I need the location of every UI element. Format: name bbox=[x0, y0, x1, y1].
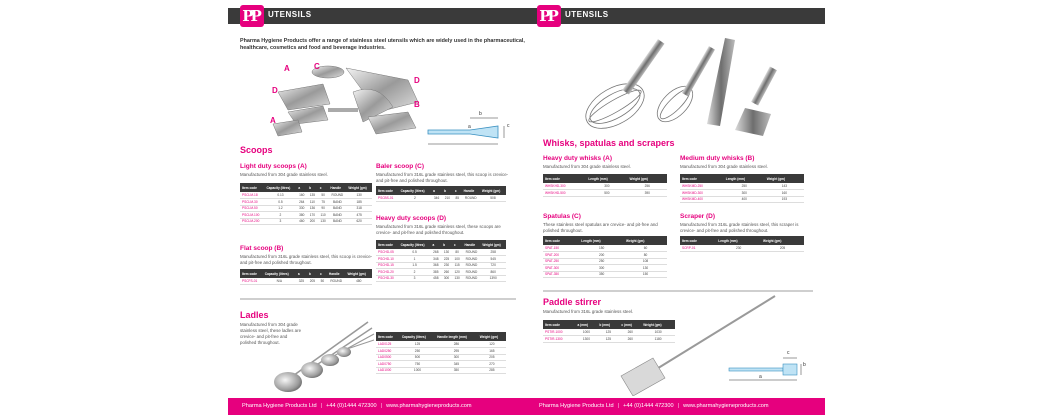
item-code-cell: WHSKMD-250 bbox=[680, 183, 724, 190]
spatulas-title: Spatulas (C) bbox=[543, 213, 581, 220]
column-header: Handle bbox=[462, 240, 480, 249]
table-cell: 350 bbox=[579, 271, 624, 278]
table-cell: 125 bbox=[597, 336, 619, 343]
ladles-table bbox=[376, 332, 506, 374]
heavy-duty-whisks-desc: Manufactured from 304 grade stainless steel. bbox=[543, 164, 631, 169]
table-cell: 1300 bbox=[576, 336, 598, 343]
table-cell: 330 bbox=[296, 205, 307, 212]
column-header: Weight (gm) bbox=[346, 183, 372, 192]
table-cell: ROUND bbox=[462, 256, 480, 263]
table-cell: 300 bbox=[579, 265, 624, 272]
table-cell: 230 bbox=[441, 262, 452, 269]
column-header: c bbox=[318, 183, 329, 192]
heavy-duty-scoops-table bbox=[376, 240, 506, 282]
heavy-duty-scoops-desc: Manufactured from 316L grade stainless steel, these scoops are crevice- and pit-free and polished throughout. bbox=[376, 224, 501, 235]
whisks-spatulas-photo bbox=[575, 26, 805, 136]
flat-scoop-desc: Manufactured from 316L grade stainless steel, this scoop is crevice- and pit-free and polished throughout. bbox=[240, 254, 373, 265]
column-header: Item code bbox=[543, 320, 576, 329]
table-cell: 193 bbox=[765, 196, 804, 203]
paddle-diagram-label-c: c bbox=[787, 350, 790, 356]
left-page bbox=[228, 0, 528, 415]
table-cell: 545 bbox=[480, 256, 506, 263]
table-cell: 475 bbox=[346, 212, 372, 219]
table-row bbox=[240, 278, 372, 285]
column-header: Weight (gm) bbox=[478, 332, 506, 341]
column-header: Length (mm) bbox=[716, 236, 761, 245]
brand-logo: PP bbox=[240, 5, 264, 27]
table-cell: 260 bbox=[441, 269, 452, 276]
table-cell: 1.2 bbox=[264, 205, 296, 212]
table-cell: 3 bbox=[264, 218, 296, 225]
table-cell: 250 bbox=[724, 183, 765, 190]
table-cell: 130 bbox=[624, 265, 667, 272]
table-cell: 350 bbox=[435, 367, 478, 374]
table-cell: 458 bbox=[431, 275, 442, 282]
table-cell: 460 bbox=[296, 218, 307, 225]
heavy-duty-scoops-title: Heavy duty scoops (D) bbox=[376, 215, 447, 222]
column-header: Item code bbox=[680, 236, 716, 245]
item-code-cell: SPAT-150 bbox=[543, 245, 579, 252]
table-cell: 130 bbox=[346, 192, 372, 199]
table-cell: 165 bbox=[478, 348, 506, 355]
table-cell: 348 bbox=[431, 256, 442, 263]
column-header: Item code bbox=[543, 236, 579, 245]
table-cell: 300 bbox=[441, 275, 452, 282]
column-header: Capacity (litres) bbox=[263, 269, 296, 278]
footer-web[interactable]: www.pharmahygieneproducts.com bbox=[386, 403, 472, 409]
table-cell: 130 bbox=[452, 275, 463, 282]
item-code-cell: PSCHD-10 bbox=[376, 256, 399, 263]
item-code-cell: LAD1000 bbox=[376, 367, 400, 374]
table-cell: 143 bbox=[765, 183, 804, 190]
column-header: a bbox=[431, 240, 442, 249]
table-cell: 285 bbox=[478, 367, 506, 374]
item-code-cell: WHSKMD-300 bbox=[680, 190, 724, 197]
table-cell: 260 bbox=[619, 336, 641, 343]
spatulas-table bbox=[543, 236, 667, 278]
column-header: b bbox=[307, 183, 318, 192]
table-cell: 50 bbox=[318, 278, 327, 285]
table-cell: 2 bbox=[264, 212, 296, 219]
table-cell: 250 bbox=[579, 258, 624, 265]
table-cell: 1030 bbox=[641, 329, 675, 336]
diagram-label-a: a bbox=[468, 124, 471, 130]
table-cell: 264 bbox=[296, 199, 307, 206]
item-code-cell: PSCHD-15 bbox=[376, 262, 399, 269]
medium-duty-whisks-title: Medium duty whisks (B) bbox=[680, 155, 755, 162]
right-page bbox=[525, 0, 825, 415]
table-cell: 210 bbox=[442, 195, 453, 202]
item-code-cell: LAD0750 bbox=[376, 361, 400, 368]
table-cell: 110 bbox=[318, 212, 329, 219]
item-code-cell: PSCHD-30 bbox=[376, 275, 399, 282]
table-cell: 2 bbox=[399, 269, 431, 276]
column-header: Handle bbox=[328, 183, 346, 192]
table-cell: 100 bbox=[452, 256, 463, 263]
table-cell: 390 bbox=[628, 190, 668, 197]
table-cell: 300 bbox=[724, 190, 765, 197]
footer-web[interactable]: www.pharmahygieneproducts.com bbox=[683, 403, 769, 409]
column-header: Capacity (litres) bbox=[399, 240, 431, 249]
table-cell: BAND bbox=[328, 205, 346, 212]
flat-scoop-table bbox=[240, 269, 372, 285]
table-cell: 125 bbox=[597, 329, 619, 336]
table-cell: ROUND bbox=[462, 269, 480, 276]
footer-phone: +44 (0)1444 472300 bbox=[326, 403, 377, 409]
table-cell: 318 bbox=[346, 205, 372, 212]
item-code-cell: SPAT-300 bbox=[543, 265, 579, 272]
table-cell: 270 bbox=[478, 361, 506, 368]
table-cell: 115 bbox=[452, 262, 463, 269]
column-header: Capacity (litres) bbox=[264, 183, 296, 192]
item-code-cell: LAD0125 bbox=[376, 341, 400, 348]
column-header: Capacity (litres) bbox=[400, 332, 435, 341]
ladles-photo bbox=[268, 318, 378, 396]
paddle-diagram-label-b: b bbox=[803, 362, 806, 368]
table-cell: 2 bbox=[399, 195, 432, 202]
item-code-cell: PSCBS-01 bbox=[376, 195, 399, 202]
scraper-table bbox=[680, 236, 804, 252]
table-cell: 50 bbox=[318, 192, 329, 199]
table-cell: 170 bbox=[307, 212, 318, 219]
table-cell: 160 bbox=[296, 192, 307, 199]
brand-logo: PP bbox=[537, 5, 561, 27]
table-cell: 325 bbox=[296, 278, 307, 285]
column-header: Item code bbox=[376, 240, 399, 249]
table-cell: 346 bbox=[431, 195, 442, 202]
item-code-cell: WHSKHD-500 bbox=[543, 190, 586, 197]
table-cell: 150 bbox=[624, 271, 667, 278]
item-code-cell: WHSKMD-400 bbox=[680, 196, 724, 203]
column-header: Handle bbox=[462, 186, 480, 195]
item-code-cell: PSCLM-30 bbox=[240, 199, 264, 206]
table-cell: 205 bbox=[761, 245, 804, 252]
ladles-title: Ladles bbox=[240, 310, 269, 320]
item-code-cell: SCRP-01 bbox=[680, 245, 716, 252]
table-cell: 90 bbox=[318, 205, 329, 212]
table-cell: 150 bbox=[579, 245, 624, 252]
column-header: Item code bbox=[240, 269, 263, 278]
item-code-cell: LAD0250 bbox=[376, 348, 400, 355]
table-cell: 125 bbox=[400, 341, 435, 348]
table-cell: 0.5 bbox=[399, 249, 431, 256]
item-code-cell: PSTIR-1300 bbox=[543, 336, 576, 343]
page-header-title: UTENSILS bbox=[268, 10, 312, 19]
table-cell: 385 bbox=[431, 269, 442, 276]
table-cell: 345 bbox=[435, 361, 478, 368]
table-cell: 300 bbox=[586, 183, 627, 190]
item-code-cell: SPAT-200 bbox=[543, 252, 579, 259]
diagram-label-b: b bbox=[479, 111, 482, 117]
table-cell: 620 bbox=[346, 218, 372, 225]
item-code-cell: WHSKHD-300 bbox=[543, 183, 586, 190]
column-header: Weight (gm) bbox=[480, 186, 506, 195]
page-header-title: UTENSILS bbox=[565, 10, 609, 19]
column-header: Weight (gm) bbox=[761, 236, 804, 245]
table-cell: 720 bbox=[480, 262, 506, 269]
table-cell: 1180 bbox=[641, 336, 675, 343]
scoop-dimension-diagram bbox=[420, 112, 520, 152]
table-cell: 60 bbox=[624, 245, 667, 252]
heavy-duty-whisks-title: Heavy duty whisks (A) bbox=[543, 155, 612, 162]
photo-label-a: A bbox=[284, 64, 290, 73]
table-cell: 286 bbox=[435, 341, 478, 348]
diagram-label-c: c bbox=[507, 123, 510, 129]
item-code-cell: PSCHD-05 bbox=[376, 249, 399, 256]
item-code-cell: PSCLM-100 bbox=[240, 212, 264, 219]
medium-duty-whisks-desc: Manufactured from 304 grade stainless steel. bbox=[680, 164, 768, 169]
table-cell: 480 bbox=[345, 278, 372, 285]
column-header: a bbox=[296, 183, 307, 192]
column-header: c bbox=[452, 240, 463, 249]
table-cell: 80 bbox=[624, 252, 667, 259]
column-header: Weight (gm) bbox=[641, 320, 675, 329]
table-cell: ROUND bbox=[328, 192, 346, 199]
item-code-cell: PSCFS-01 bbox=[240, 278, 263, 285]
footer: Pharma Hygiene Products Ltd | +44 (0)1444 472300 | www.pharmahygieneproducts.com bbox=[525, 398, 825, 415]
table-row bbox=[680, 245, 804, 252]
column-header: Item code bbox=[376, 186, 399, 195]
table-cell: 130 bbox=[318, 218, 329, 225]
table-cell: 136 bbox=[307, 205, 318, 212]
intro-text: Pharma Hygiene Products offer a range of stainless steel utensils which are widely used in the pharmaceutical, healthcare, cosmetics and food and beverage industries. bbox=[240, 38, 525, 51]
table-cell: 300 bbox=[435, 354, 478, 361]
column-header: a bbox=[431, 186, 442, 195]
paddle-diagram-label-a: a bbox=[759, 374, 762, 380]
paddle-stirrer-desc: Manufactured from 316L grade stainless steel. bbox=[543, 309, 634, 314]
column-header: Length (mm) bbox=[586, 174, 627, 183]
column-header: Handle bbox=[327, 269, 346, 278]
table-cell: 0.5 bbox=[264, 199, 296, 206]
column-header: c bbox=[453, 186, 462, 195]
table-cell: 400 bbox=[724, 196, 765, 203]
whisks-section-title: Whisks, spatulas and scrapers bbox=[543, 138, 675, 148]
table-cell: 3 bbox=[399, 275, 431, 282]
table-cell: 268 bbox=[431, 249, 442, 256]
table-cell: 0.13 bbox=[264, 192, 296, 199]
table-cell: ROUND bbox=[327, 278, 346, 285]
column-header: Item code bbox=[376, 332, 400, 341]
column-header: Handle length (mm) bbox=[435, 332, 478, 341]
table-row bbox=[240, 218, 372, 225]
baler-scoop-desc: Manufactured from 316L grade stainless steel, this scoop is crevice- and pit-free and polished throughout. bbox=[376, 172, 509, 183]
column-header: Weight (gm) bbox=[624, 236, 667, 245]
table-cell: 250 bbox=[400, 348, 435, 355]
table-row bbox=[376, 275, 506, 282]
table-cell: 500 bbox=[400, 354, 435, 361]
column-header: Length (mm) bbox=[579, 236, 624, 245]
table-cell: 860 bbox=[480, 269, 506, 276]
table-cell: ROUND bbox=[462, 262, 480, 269]
column-header: b bbox=[441, 240, 452, 249]
light-duty-desc: Manufactured from 304 grade stainless steel. bbox=[240, 172, 328, 177]
paddle-stirrer-title: Paddle stirrer bbox=[543, 297, 602, 307]
table-row bbox=[543, 271, 667, 278]
photo-label-d2: D bbox=[414, 76, 420, 85]
table-row bbox=[680, 196, 804, 203]
photo-label-d: D bbox=[272, 86, 278, 95]
heavy-duty-whisks-table bbox=[543, 174, 667, 197]
column-header: c bbox=[318, 269, 327, 278]
item-code-cell: PSCLM-50 bbox=[240, 205, 264, 212]
footer: Pharma Hygiene Products Ltd | +44 (0)1444 472300 | www.pharmahygieneproducts.com bbox=[228, 398, 528, 415]
footer-company: Pharma Hygiene Products Ltd bbox=[242, 403, 317, 409]
medium-duty-whisks-table bbox=[680, 174, 804, 203]
table-cell: 130 bbox=[441, 249, 452, 256]
column-header: Weight (gm) bbox=[480, 240, 506, 249]
column-header: Item code bbox=[240, 183, 264, 192]
table-row bbox=[376, 195, 506, 202]
table-cell: BAND bbox=[328, 212, 346, 219]
item-code-cell: PSCLM-18 bbox=[240, 192, 264, 199]
table-cell: 260 bbox=[619, 329, 641, 336]
table-cell: 120 bbox=[478, 341, 506, 348]
column-header: Capacity (litres) bbox=[399, 186, 432, 195]
paddle-dimension-diagram bbox=[725, 352, 807, 388]
table-cell: 205 bbox=[478, 354, 506, 361]
item-code-cell: SPAT-350 bbox=[543, 271, 579, 278]
column-header: b bbox=[307, 269, 318, 278]
table-cell: 368 bbox=[431, 262, 442, 269]
table-row bbox=[376, 367, 506, 374]
table-cell: 75 bbox=[318, 199, 329, 206]
table-cell: 205 bbox=[307, 278, 318, 285]
footer-company: Pharma Hygiene Products Ltd bbox=[539, 403, 614, 409]
table-cell: 200 bbox=[307, 218, 318, 225]
item-code-cell: PSCHD-20 bbox=[376, 269, 399, 276]
column-header: Length (mm) bbox=[724, 174, 765, 183]
column-header: b (mm) bbox=[597, 320, 619, 329]
table-cell: 160 bbox=[765, 190, 804, 197]
table-cell: 1000 bbox=[400, 367, 435, 374]
table-cell: 258 bbox=[480, 249, 506, 256]
column-header: Weight (gm) bbox=[345, 269, 372, 278]
table-cell: 80 bbox=[452, 249, 463, 256]
item-code-cell: PSTIR-1000 bbox=[543, 329, 576, 336]
table-cell: 1390 bbox=[480, 275, 506, 282]
table-cell: BAND bbox=[328, 218, 346, 225]
photo-label-a2: A bbox=[270, 116, 276, 125]
table-cell: 380 bbox=[296, 212, 307, 219]
column-header: b bbox=[442, 186, 453, 195]
column-header: a (mm) bbox=[576, 320, 598, 329]
table-row bbox=[543, 190, 667, 197]
table-cell: 500 bbox=[586, 190, 627, 197]
table-cell: 225 bbox=[441, 256, 452, 263]
item-code-cell: SPAT-250 bbox=[543, 258, 579, 265]
light-duty-title: Light duty scoops (A) bbox=[240, 163, 307, 170]
photo-label-b: B bbox=[414, 100, 420, 109]
table-cell: 1000 bbox=[576, 329, 598, 336]
column-header: Weight (gm) bbox=[765, 174, 804, 183]
baler-scoop-title: Baler scoop (C) bbox=[376, 163, 425, 170]
spatulas-desc: These stainless steel spatulas are crevice- and pit-free and polished throughout. bbox=[543, 222, 658, 233]
table-cell: 108 bbox=[624, 258, 667, 265]
scraper-desc: Manufactured from 316L grade stainless steel, this scraper is crevice- and pit-free and polished throughout. bbox=[680, 222, 799, 233]
column-header: a bbox=[296, 269, 307, 278]
table-cell: 120 bbox=[452, 269, 463, 276]
scoops-title: Scoops bbox=[240, 145, 273, 155]
table-cell: ROUND bbox=[462, 275, 480, 282]
photo-label-c: C bbox=[314, 62, 320, 71]
table-cell: 200 bbox=[579, 252, 624, 259]
table-cell: 1.5 bbox=[399, 262, 431, 269]
column-header: Weight (gm) bbox=[628, 174, 668, 183]
table-cell: 135 bbox=[307, 192, 318, 199]
table-cell: 256 bbox=[628, 183, 668, 190]
column-header: c (mm) bbox=[619, 320, 641, 329]
table-cell: BAND bbox=[328, 199, 346, 206]
table-cell: 1 bbox=[399, 256, 431, 263]
table-cell: ROUND bbox=[462, 195, 480, 202]
table-cell: N/A bbox=[263, 278, 296, 285]
table-cell: 508 bbox=[480, 195, 506, 202]
flat-scoop-title: Flat scoop (B) bbox=[240, 245, 284, 252]
baler-scoop-table bbox=[376, 186, 506, 202]
column-header: Item code bbox=[680, 174, 724, 183]
table-cell: 750 bbox=[400, 361, 435, 368]
table-cell: ROUND bbox=[462, 249, 480, 256]
column-header: Item code bbox=[543, 174, 586, 183]
table-cell: 85 bbox=[453, 195, 462, 202]
ladles-desc: Manufactured from 304 grade stainless steel, these ladles are crevice- and pit-free and polished throughout. bbox=[240, 322, 302, 345]
table-cell: 110 bbox=[307, 199, 318, 206]
table-cell: 230 bbox=[716, 245, 761, 252]
scraper-title: Scraper (D) bbox=[680, 213, 716, 220]
table-cell: 185 bbox=[346, 199, 372, 206]
scoops-photo bbox=[268, 62, 428, 140]
footer-phone: +44 (0)1444 472300 bbox=[623, 403, 674, 409]
light-duty-table bbox=[240, 183, 372, 225]
section-divider bbox=[240, 298, 516, 300]
item-code-cell: PSCLM-200 bbox=[240, 218, 264, 225]
item-code-cell: LAD0500 bbox=[376, 354, 400, 361]
table-cell: 295 bbox=[435, 348, 478, 355]
